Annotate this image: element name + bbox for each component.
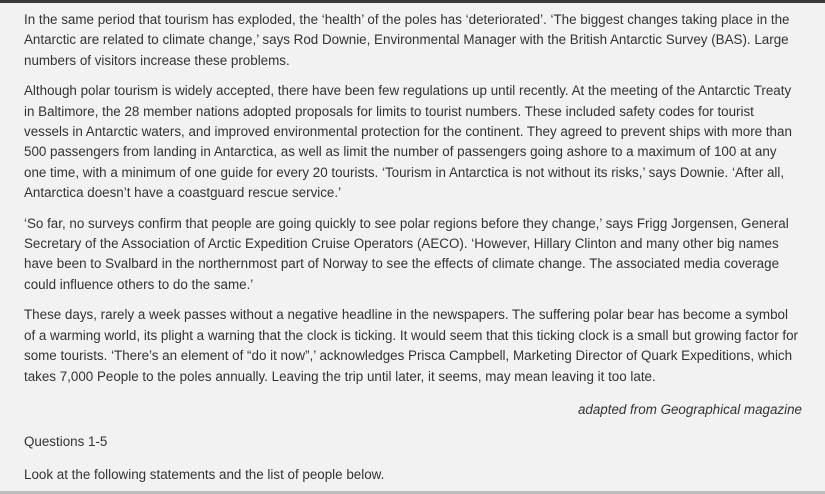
article-paragraph-3: ‘So far, no surveys confirm that people are going quickly to see polar regions before they change,’ says Frigg Jorgensen, General Secretary of the Association of Arctic Expedition Cruise Operators (AECO). ‘However, Hillary Clinton and many other big names have been to Svalbard in the northernmost part of Norway to see the effects of climate change. The associated media coverage could influence others to do the same.’ <box>24 215 789 292</box>
reading-passage <box>24 10 802 485</box>
questions-instruction: Look at the following statements and the list of people below. <box>24 466 385 482</box>
top-border <box>0 0 825 3</box>
article-paragraph-1: In the same period that tourism has exploded, the ‘health’ of the poles has ‘deteriorated’. ‘The biggest changes taking place in the Antarctic are related to climate change,’ says Rod Downie, Environmental Manager with the British Antarctic Survey (BAS). Large numbers of visitors increase these problems. <box>24 12 790 68</box>
questions-heading: Questions 1-5 <box>24 434 108 450</box>
article-paragraph-4: These days, rarely a week passes without a negative headline in the newspapers. The suffering polar bear has become a symbol of a warming world, its plight a warning that the clock is ticking. It would seem that this ticking clock is a small but growing factor for some tourists. ‘There’s an element of “do it now”,’ acknowledges Prisca Campbell, Marketing Director of Quark Expeditions, which takes 7,000 People to the poles annually. Leaving the trip until later, it seems, may mean leaving it too late. <box>24 307 799 384</box>
article-paragraph-2: Although polar tourism is widely accepted, there have been few regulations up until recently. At the meeting of the Antarctic Treaty in Baltimore, the 28 member nations adopted proposals for limits to tourist numbers. These included safety codes for tourist vessels in Antarctic waters, and improved environmental protection for the continent. They agreed to prevent ships with more than 500 passengers from landing in Antarctica, as well as limit the number of passengers going ashore to a maximum of 100 at any one time, with a minimum of one guide for every 20 tourists. ‘Tourism in Antarctica is not without its risks,’ says Downie. ‘After all, Antarctica doesn’t have a coastguard rescue service.’ <box>24 83 792 201</box>
article-source: adapted from Geographical magazine <box>577 401 802 417</box>
